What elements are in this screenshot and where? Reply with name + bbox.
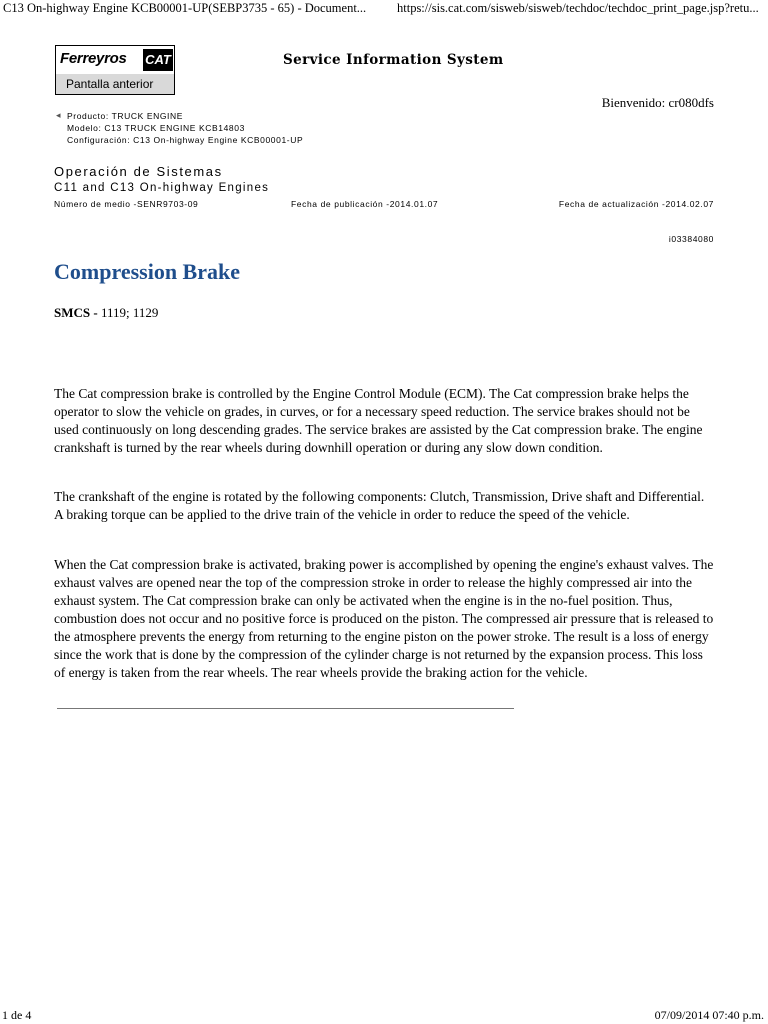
welcome-user: Bienvenido: cr080dfs <box>601 95 714 110</box>
model-line: Modelo: C13 TRUCK ENGINE KCB14803 <box>67 123 245 133</box>
paragraph: The Cat compression brake is controlled by the Engine Control Module (ECM). The Cat compression brake helps the operator to slow the vehicle on grades, in curves, or for a necessary speed reduction. The service brakes should not be used continuously on long descending grades. The service brakes are assisted by the Cat compression brake. The engine crankshaft is turned by the rear wheels during downhill operation or during any slow down condition. <box>54 386 703 455</box>
ferreyros-cat-logo <box>55 45 175 95</box>
section-heading: Operación de Sistemas <box>54 164 223 179</box>
paragraph: The crankshaft of the engine is rotated by the following components: Clutch, Transmission, Drive shaft and Differential. A braking torque can be applied to the drive train of the vehicle in order to reduce the speed of the vehicle. <box>54 489 705 522</box>
publication-date: Fecha de publicación -2014.01.07 <box>291 199 439 209</box>
document-id: i03384080 <box>668 234 714 244</box>
back-arrow-icon[interactable]: ◂ <box>56 110 61 120</box>
system-title: Service Information System <box>283 52 504 68</box>
configuration-line: Configuración: C13 On-highway Engine KCB00001-UP <box>67 135 304 145</box>
update-date: Fecha de actualización -2014.02.07 <box>558 199 714 209</box>
paragraph: When the Cat compression brake is activated, braking power is accomplished by opening the engine's exhaust valves. The exhaust valves are opened near the top of the compression stroke in order to release the highly compressed air into the exhaust system. The Cat compression brake can only be activated when the engine is in the no-fuel position. Thus, combustion does not occur and no positive force is produced on the piston. The compressed air pressure that is released to the atmosphere prevents the energy from returning to the engine piston on the power stroke. The result is a loss of energy since the work that is done by the compression of the cylinder charge is not returned by the expansion process. This loss of energy is taken from the rear wheels. The rear wheels provide the braking action for the vehicle. <box>54 557 714 680</box>
product-line: Producto: TRUCK ENGINE <box>67 111 184 121</box>
divider <box>57 708 514 709</box>
cat-logo-icon: CAT <box>143 49 173 71</box>
section-subheading: C11 and C13 On-highway Engines <box>54 182 270 194</box>
print-page-url: https://sis.cat.com/sisweb/sisweb/techdoc/techdoc_print_page.jsp?retu... <box>397 1 759 15</box>
page-number: 1 de 4 <box>2 1008 32 1022</box>
smcs-codes <box>54 305 158 321</box>
media-number: Número de medio -SENR9703-09 <box>54 199 199 209</box>
article-title: Compression Brake <box>54 259 240 284</box>
print-page-title: C13 On-highway Engine KCB00001-UP(SEBP3735 - 65) - Document... <box>3 1 367 15</box>
logo-top <box>56 46 174 74</box>
ferreyros-wordmark: Ferreyros <box>60 50 127 67</box>
smcs-value: 1119; 1129 <box>97 305 159 320</box>
smcs-label: SMCS - <box>54 305 98 320</box>
previous-screen-button[interactable]: Pantalla anterior <box>56 74 174 94</box>
print-datetime: 07/09/2014 07:40 p.m. <box>654 1008 764 1022</box>
